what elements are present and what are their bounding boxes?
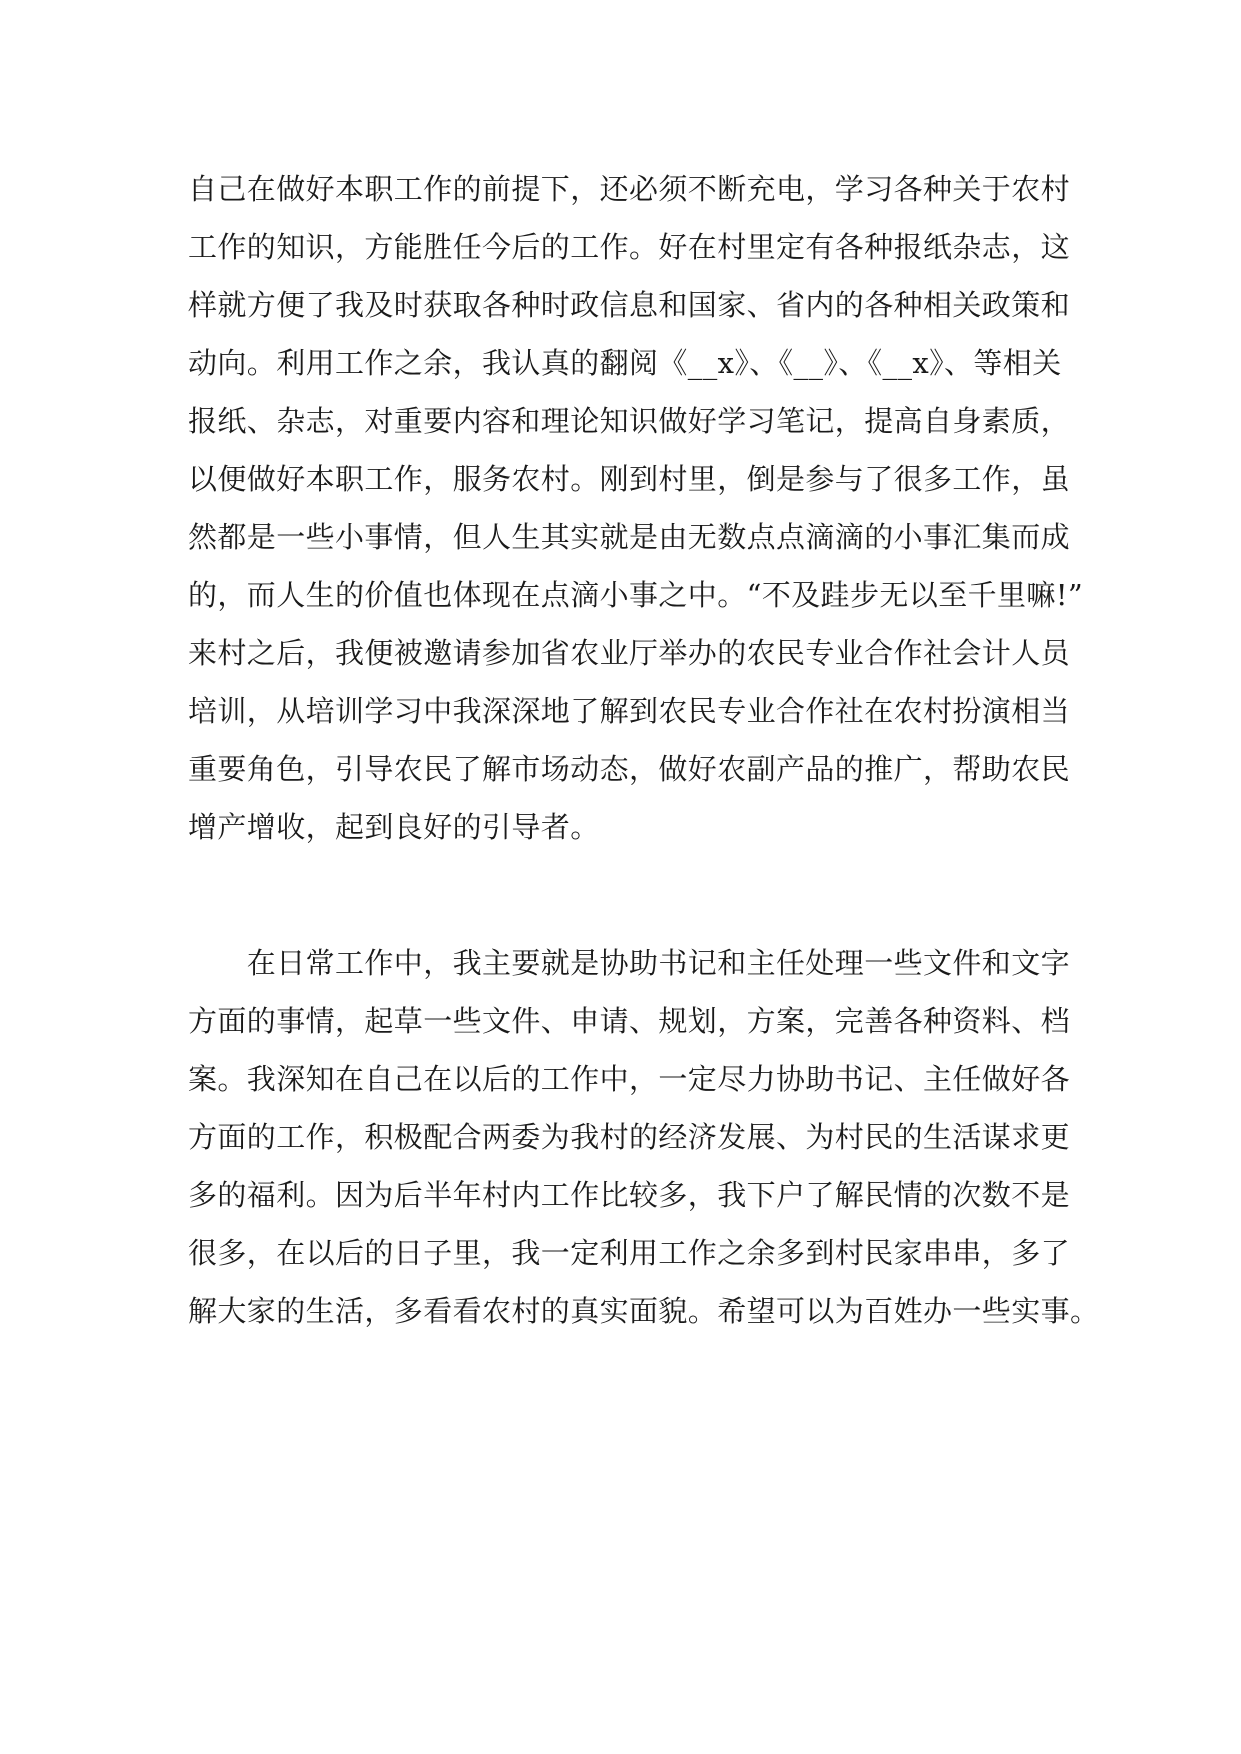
paragraph-line: 案。我深知在自己在以后的工作中，一定尽力协助书记、主任做好各 (188, 1062, 1071, 1096)
paragraph-line: 的，而人生的价值也体现在点滴小事之中。“不及跬步无以至千里嘛!” (188, 578, 1084, 612)
paragraph-line: 重要角色，引导农民了解市场动态，做好农副产品的推广，帮助农民 (188, 752, 1071, 786)
paragraph-line: 然都是一些小事情，但人生其实就是由无数点点滴滴的小事汇集而成 (188, 520, 1071, 554)
paragraph-line: 多的福利。因为后半年村内工作比较多，我下户了解民情的次数不是 (188, 1178, 1071, 1212)
paragraph-line: 在日常工作中，我主要就是协助书记和主任处理一些文件和文字 (188, 946, 1071, 980)
paragraph-line: 动向。利用工作之余，我认真的翻阅《__x》、《__》、《__x》、等相关 (188, 346, 1062, 380)
paragraph-line: 培训，从培训学习中我深深地了解到农民专业合作社在农村扮演相当 (188, 694, 1071, 728)
paragraph-line: 解大家的生活，多看看农村的真实面貌。希望可以为百姓办一些实事。 (188, 1294, 1100, 1328)
paragraph-line: 样就方便了我及时获取各种时政信息和国家、省内的各种相关政策和 (188, 288, 1071, 322)
paragraph-line: 以便做好本职工作，服务农村。刚到村里，倒是参与了很多工作，虽 (188, 462, 1071, 496)
paragraph-line: 自己在做好本职工作的前提下，还必须不断充电，学习各种关于农村 (188, 172, 1071, 206)
paragraph-line: 增产增收，起到良好的引导者。 (188, 810, 600, 844)
paragraph-2 (188, 940, 1100, 1346)
paragraph-line: 方面的事情，起草一些文件、申请、规划，方案，完善各种资料、档 (188, 1004, 1071, 1038)
paragraph-line: 报纸、杂志，对重要内容和理论知识做好学习笔记，提高自身素质， (188, 404, 1071, 438)
paragraph-1 (188, 166, 1084, 862)
paragraph-line: 来村之后，我便被邀请参加省农业厅举办的农民专业合作社会计人员 (188, 636, 1071, 670)
paragraph-line: 工作的知识，方能胜任今后的工作。好在村里定有各种报纸杂志，这 (188, 230, 1071, 264)
paragraph-line: 很多，在以后的日子里，我一定利用工作之余多到村民家串串，多了 (188, 1236, 1071, 1270)
paragraph-line: 方面的工作，积极配合两委为我村的经济发展、为村民的生活谋求更 (188, 1120, 1071, 1154)
